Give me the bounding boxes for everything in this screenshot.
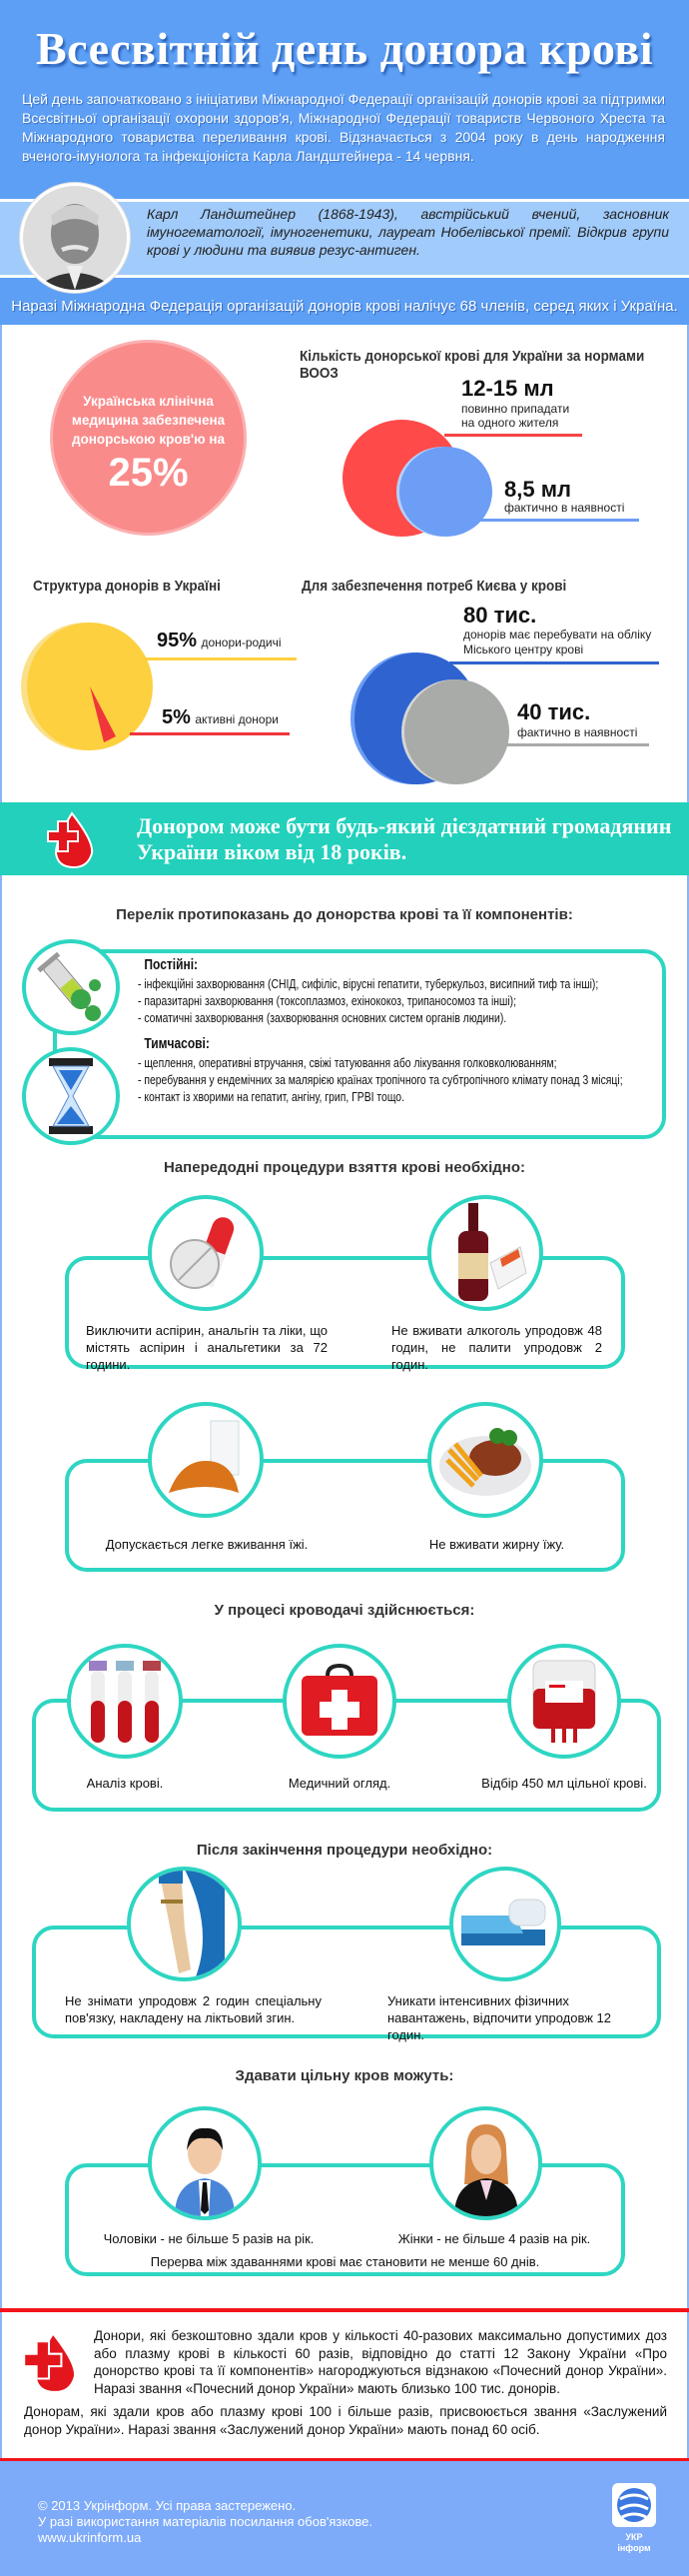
pills-icon [148,1195,264,1311]
breakfast-icon [148,1402,264,1518]
required-value: 12-15 мл [461,376,554,401]
left-border [0,325,2,2459]
temporary-item: - контакт із хворими на гепатит, ангіну, грип, ГРВІ тощо. [138,1089,404,1104]
after-item-2: Уникати інтенсивних фізичних навантажень, відпочити упродовж 12 годин. [387,1993,612,2042]
permanent-item: - інфекційні захворювання (СНІД, сифіліс, вірусні гепатити, туберкульоз, висипний тиф та інші); [138,976,599,991]
kyiv-required-value: 80 тис. [463,603,537,628]
kyiv-actual-value: 40 тис. [517,699,591,724]
relatives-line [145,657,297,660]
wine-cigarettes-icon [427,1195,543,1311]
temporary-item: - щеплення, оперативні втручання, свіжі татуювання або лікування голковколюванням; [138,1055,557,1070]
coverage-value: 25% [108,451,189,495]
blood-drop-cross-icon [40,811,96,869]
federation-note: Наразі Міжнародна Федерація організацій донорів крові налічує 68 членів, серед яких і Україна. [11,298,678,315]
coverage-label [53,392,244,497]
structure-title: Структура донорів в Україні [33,578,221,595]
bed-rest-icon [449,1867,561,1981]
bandaged-arm-icon [127,1867,242,1981]
relatives-row [157,630,282,652]
relatives-value: 95% [157,630,198,651]
eligibility-text: Донором може бути будь-який дієздатний громадянин України віком від 18 років. [137,813,672,864]
divider-top [0,2308,689,2312]
actual-value: 8,5 мл [504,477,571,502]
landsteiner-portrait [20,183,130,293]
active-line [130,732,290,735]
temporary-item: - перебування у ендемічних за малярією країнах тропічного та субтропічного клімату понад 3 місяці; [138,1072,623,1087]
permanent-title: Постійні: [144,956,199,973]
required-line [444,434,582,437]
first-aid-kit-icon [283,1644,396,1759]
woman-avatar-icon [429,2106,542,2220]
blood-bag-icon [507,1644,621,1759]
kyiv-actual-circle [404,679,509,784]
required-label: на одного жителя [461,416,559,430]
contraindications-list [138,955,657,1105]
required-label: повинно припадати [461,402,570,416]
active-row [162,706,279,729]
test-tubes-icon [67,1644,183,1759]
syringe-icon [22,939,120,1035]
coverage-line: Українська клінічна [83,394,214,409]
kyiv-required-label: донорів має перебувати на обліку [463,628,652,642]
who-norm-title: Кількість донорської крові для України за нормами ВООЗ [300,348,645,382]
actual-circle [399,447,492,537]
honorary-donor-text: Донори, які безкоштовно здали кров у кількості 40-разових максимально допустимих доз або плазму крові в кількості 60 разів, відповідно до статті 12 Закону України «Про донорство крові та її компонентів» нагороджуються відзнакою «Почесний донор України». Наразі звання «Почесний донор України» мають близько 100 тис. донорів. [94,2328,667,2396]
man-avatar-icon [148,2106,262,2220]
active-label: активні донори [195,712,279,726]
kyiv-actual-line [504,743,649,746]
before-item-1: Виключити аспірин, анальгін та ліки, що містять аспірин і анальгетики за 72 години. [86,1323,328,1372]
hourglass-icon [22,1047,120,1145]
fatty-food-icon [427,1402,543,1518]
women-limit: Жінки - не більше 4 разів на рік. [397,2231,591,2246]
ukrinform-globe-icon [612,2483,656,2527]
active-value: 5% [162,706,191,728]
kyiv-required-line [449,661,659,664]
before-item-2: Не вживати алкоголь упродовж 48 годин, не палити упродовж 2 годин. [391,1323,602,1372]
permanent-item: - паразитарні захворювання (токсоплазмоз, ехінококоз, трипаносомоз та інші); [138,993,517,1008]
before-item-4: Не вживати жирну їжу. [428,1537,565,1552]
contraindications-title: Перелік протипоказань до донорства крові та її компонентів: [116,906,573,923]
coverage-line: медицина забезпечена [71,413,226,428]
logo-text: УКР інформ [617,2532,651,2553]
landsteiner-bio: Карл Ландштейнер (1868-1943), австрійський вчений, засновник імуногематології, імуногенетики, лауреат Нобелівської премії. Відкрив групи крові у людини та виявив резус-антиген. [147,206,669,258]
after-item-1: Не знімати упродовж 2 годин спеціальну пов'язку, накладену на ліктьовий згин. [65,1993,322,2025]
who-can-title: Здавати цільну кров можуть: [235,2067,454,2084]
honors-section [24,2327,667,2438]
copyright: © 2013 Укрінформ. Усі права застережено. [38,2498,297,2513]
actual-label: фактично в наявності [504,501,625,515]
permanent-item: - соматичні захворювання (захворювання основних систем органів людини). [138,1010,507,1025]
merited-donor-text: Донорам, які здали кров або плазму крові 100 і більше разів, присвоюється звання «Заслужений донор України». Наразі звання «Заслужений донор України» мають понад 60 осіб. [24,2404,667,2437]
temporary-title: Тимчасові: [144,1035,210,1052]
actual-line [479,519,639,522]
kyiv-title: Для забезпечення потреб Києва у крові [302,578,567,595]
donation-interval: Перерва між здаваннями крові має становити не менше 60 днів. [150,2254,540,2269]
during-title: У процесі кроводачі здійснюється: [214,1602,475,1619]
footer-text [38,2498,372,2546]
intro-text: Цей день започатковано з ініціативи Міжнародної Федерації організацій донорів крові за підтримки Всесвітньої організації охорони здоров'я, Міжнародної Федерації товариств Червоного Хреста та Міжнародного товариства переливання крові. Відзначається з 2004 року в день народження вченого-імунолога та інфекціоніста Карла Ландштейнера - 14 червня. [22,91,665,164]
usage-notice: У разі використання матеріалів посилання обов'язкове. [38,2514,372,2529]
men-limit: Чоловіки - не більше 5 разів на рік. [103,2231,315,2246]
during-item-1: Аналіз крові. [86,1776,164,1791]
before-box-2 [65,1459,625,1572]
after-title: Після закінчення процедури необхідно: [196,1842,493,1859]
during-item-3: Відбір 450 мл цільної крові. [481,1776,647,1791]
before-title: Напередодні процедури взяття крові необхідно: [164,1159,525,1176]
before-item-3: Допускається легке вживання їжі. [105,1537,309,1552]
page-title: Всесвітній день донора крові [36,23,653,74]
site-link[interactable]: www.ukrinform.ua [38,2530,142,2545]
spacer [138,1026,657,1034]
coverage-line: донорською кров'ю на [71,432,226,447]
relatives-label: донори-родичі [201,636,282,649]
kyiv-actual-label: фактично в наявності [517,725,638,739]
during-item-2: Медичний огляд. [288,1776,391,1791]
kyiv-required-label: Міського центру крові [463,643,584,656]
ukrinform-logo [611,2483,657,2555]
